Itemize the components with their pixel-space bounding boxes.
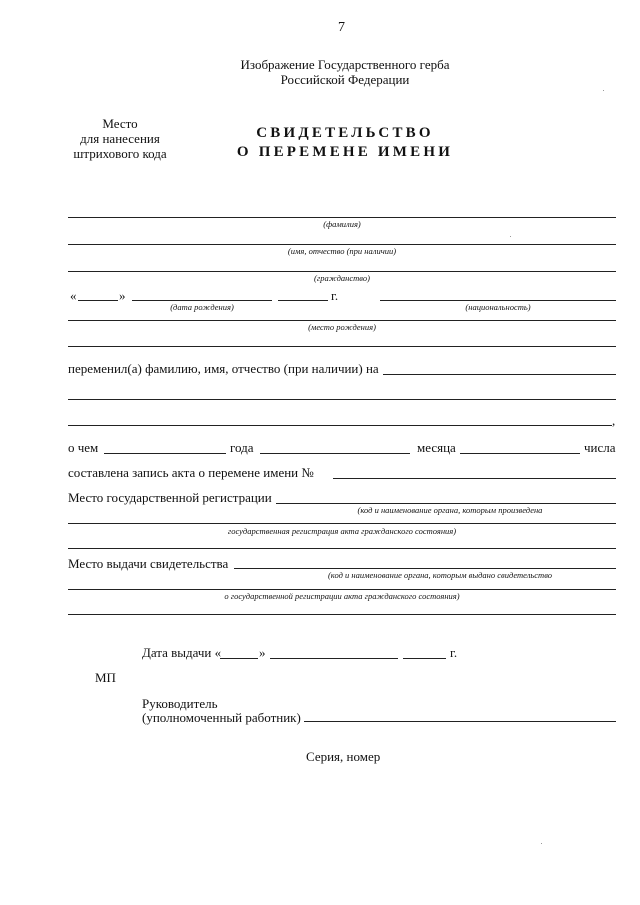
birth-month-line[interactable] [132,300,272,301]
scan-speck [603,90,604,91]
issue-authority-caption-1: (код и наименование органа, которым выдано свидетельство [327,570,553,580]
issue-place-line-3[interactable] [68,614,616,615]
head-sublabel: (уполномоченный работник) [142,710,301,725]
issue-date-label: Дата выдачи « [142,645,222,660]
name-caption: (имя, отчество (при наличии) [287,246,397,256]
certificate-title: СВИДЕТЕЛЬСТВО [256,125,434,141]
name-line[interactable] [68,244,616,245]
issue-day-close-quote: » [259,645,266,660]
nationality-caption: (национальность) [465,302,531,312]
new-name-line-3[interactable] [68,425,612,426]
new-name-line-1[interactable] [383,374,616,375]
barcode-place-line-1: Место [102,116,138,131]
birth-place-caption: (место рождения) [308,322,376,332]
record-about-label: о чем [68,440,99,455]
emblem-caption-line-1: Изображение Государственного герба [240,57,450,72]
record-day-label: числа [584,440,616,455]
registration-place-line-1[interactable] [276,503,616,504]
head-label: Руководитель [142,696,218,711]
changed-name-label: переменил(а) фамилию, имя, отчество (при наличии) на [68,361,379,376]
birth-date-caption: (дата рождения) [170,302,234,312]
record-day-line[interactable] [460,453,580,454]
issue-year-line[interactable] [403,658,446,659]
registration-authority-caption-1: (код и наименование органа, которым произведена [357,505,543,515]
issue-place-line-2[interactable] [68,589,616,590]
issue-month-line[interactable] [270,658,398,659]
record-year-label: года [230,440,254,455]
citizenship-line[interactable] [68,271,616,272]
series-number-label: Серия, номер [306,749,381,764]
surname-caption: (фамилия) [323,219,361,229]
issue-place-label: Место выдачи свидетельства [68,556,229,571]
record-month-label: месяца [417,440,456,455]
registration-authority-caption-2: государственная регистрация акта гражданского состояния) [227,526,457,536]
birth-day-close-quote: » [119,288,126,303]
record-month-line[interactable] [260,453,410,454]
seal-label: МП [95,670,116,685]
issue-authority-caption-2: о государственной регистрации акта гражданского состояния) [224,591,460,601]
issue-year-suffix: г. [450,645,458,660]
scan-speck [541,843,542,844]
citizenship-caption: (гражданство) [314,273,370,283]
birth-year-suffix: г. [331,288,339,303]
record-year-line[interactable] [104,453,226,454]
barcode-place-line-3: штрихового кода [73,146,167,161]
record-number-label: составлена запись акта о перемене имени № [68,465,314,480]
head-signature-line[interactable] [304,721,616,722]
birth-day-open-quote: « [70,288,77,303]
registration-place-label: Место государственной регистрации [68,490,272,505]
page-number: 7 [338,20,345,35]
scan-speck [510,236,511,237]
record-number-line[interactable] [333,478,616,479]
barcode-place-line-2: для нанесения [80,131,160,146]
birth-place-line-2[interactable] [68,346,616,347]
emblem-caption-line-2: Российской Федерации [280,72,410,87]
new-name-trailing-comma: , [612,413,616,428]
registration-place-line-2[interactable] [68,523,616,524]
certificate-subtitle: О ПЕРЕМЕНЕ ИМЕНИ [236,144,454,160]
registration-place-line-3[interactable] [68,548,616,549]
birth-day-line[interactable] [78,300,118,301]
nationality-line[interactable] [380,300,616,301]
issue-place-line-1[interactable] [234,568,616,569]
birth-year-line[interactable] [278,300,328,301]
issue-day-line[interactable] [220,658,258,659]
new-name-line-2[interactable] [68,399,616,400]
surname-line[interactable] [68,217,616,218]
birth-place-line[interactable] [68,320,616,321]
